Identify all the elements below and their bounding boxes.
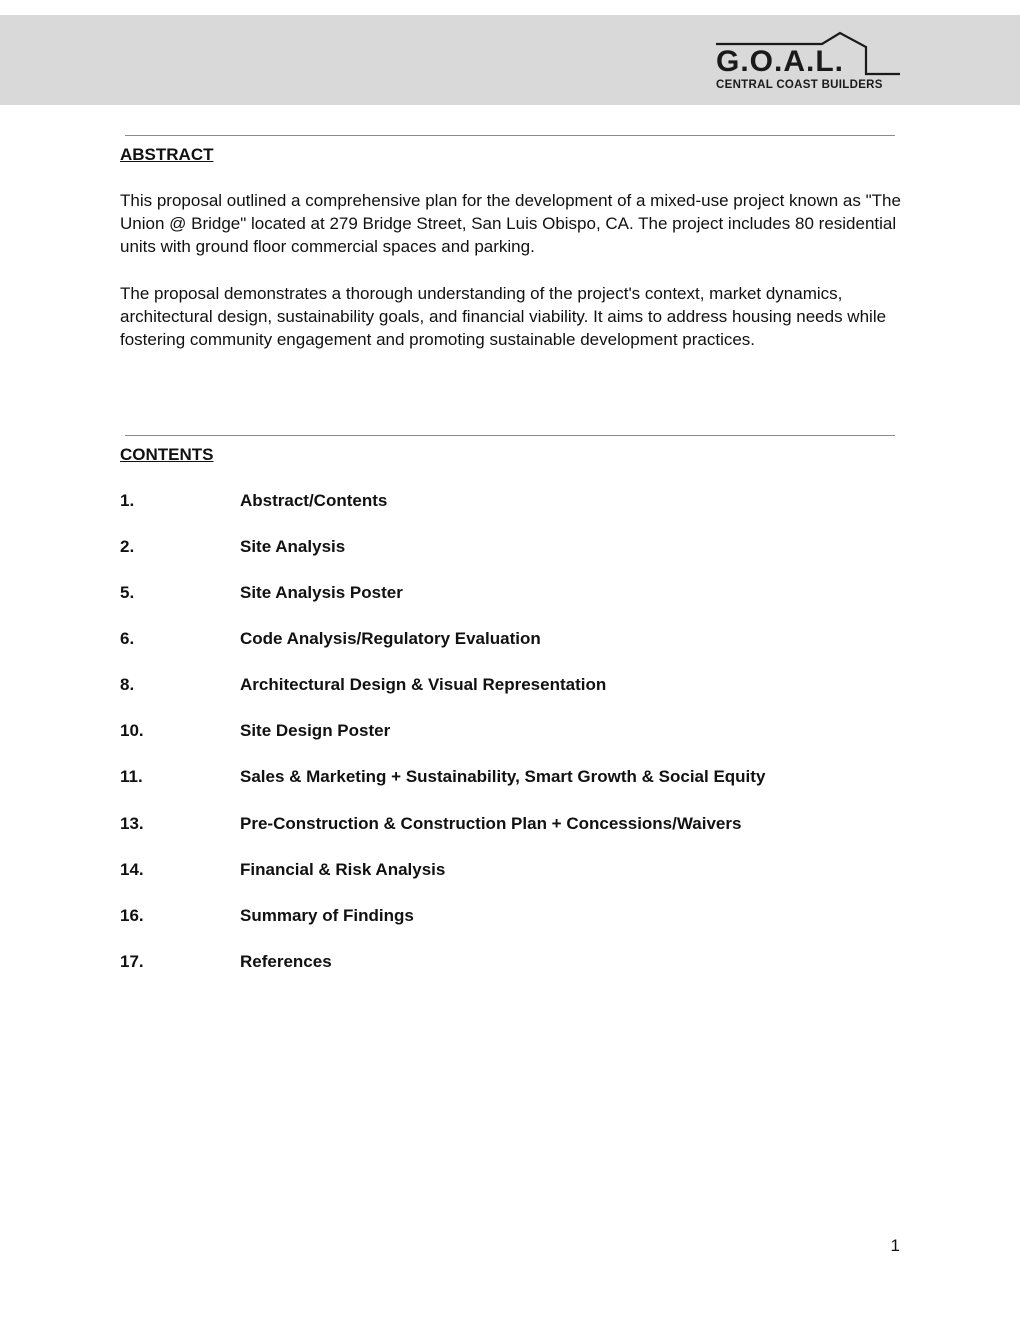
toc-item-title: Abstract/Contents: [240, 491, 388, 510]
toc-item[interactable]: [120, 674, 910, 696]
toc-item-number: 6.: [120, 629, 135, 648]
toc-item-number: 2.: [120, 537, 135, 556]
logo-tagline: CENTRAL COAST BUILDERS: [716, 79, 883, 91]
toc-item-title: Architectural Design & Visual Representation: [240, 675, 607, 694]
toc-item-number: 10.: [120, 721, 144, 740]
toc-item-number: 5.: [120, 583, 135, 602]
toc-item[interactable]: [120, 905, 910, 927]
toc-item[interactable]: [120, 582, 910, 604]
toc-item-title: References: [240, 952, 332, 971]
toc-item[interactable]: [120, 720, 910, 742]
contents-heading: CONTENTS: [120, 445, 214, 464]
toc-item-title: Pre-Construction & Construction Plan + Concessions/Waivers: [240, 814, 742, 833]
abstract-paragraph-1: This proposal outlined a comprehensive plan for the development of a mixed-use project known as "The Union @ Bridge" located at 279 Bridge Street, San Luis Obispo, CA. The project includes 80 residential units with ground floor commercial spaces and parking.: [120, 191, 901, 256]
logo-name: G.O.A.L.: [716, 45, 844, 78]
toc-item[interactable]: [120, 490, 910, 512]
toc-item-title: Financial & Risk Analysis: [240, 860, 446, 879]
toc-item-title: Site Design Poster: [240, 721, 391, 740]
abstract-divider: [125, 135, 895, 136]
toc-item-number: 13.: [120, 814, 144, 833]
abstract-heading: ABSTRACT: [120, 145, 214, 164]
toc-item-number: 14.: [120, 860, 144, 879]
toc-item-number: 11.: [120, 767, 143, 786]
toc-item[interactable]: [120, 628, 910, 650]
toc-item-title: Site Analysis Poster: [240, 583, 403, 602]
toc-item[interactable]: [120, 766, 910, 788]
toc-item-title: Code Analysis/Regulatory Evaluation: [240, 629, 541, 648]
toc-item-title: Summary of Findings: [240, 906, 414, 925]
toc-item[interactable]: [120, 859, 910, 881]
page-number: 1: [890, 1236, 900, 1255]
toc-item-title: Sales & Marketing + Sustainability, Smart Growth & Social Equity: [240, 767, 766, 786]
abstract-paragraph-2: The proposal demonstrates a thorough understanding of the project's context, market dynamics, architectural design, sustainability goals, and financial viability. It aims to address housing needs while fostering community engagement and promoting sustainable development practices.: [120, 284, 887, 349]
toc-item[interactable]: [120, 813, 910, 835]
company-logo: [712, 30, 904, 94]
toc-item-number: 1.: [120, 491, 135, 510]
toc-item-number: 16.: [120, 906, 144, 925]
toc-item-number: 8.: [120, 675, 135, 694]
toc-item-number: 17.: [120, 952, 144, 971]
toc-item-title: Site Analysis: [240, 537, 346, 556]
toc-item[interactable]: [120, 951, 910, 973]
contents-divider: [125, 435, 895, 436]
toc-item[interactable]: [120, 536, 910, 558]
